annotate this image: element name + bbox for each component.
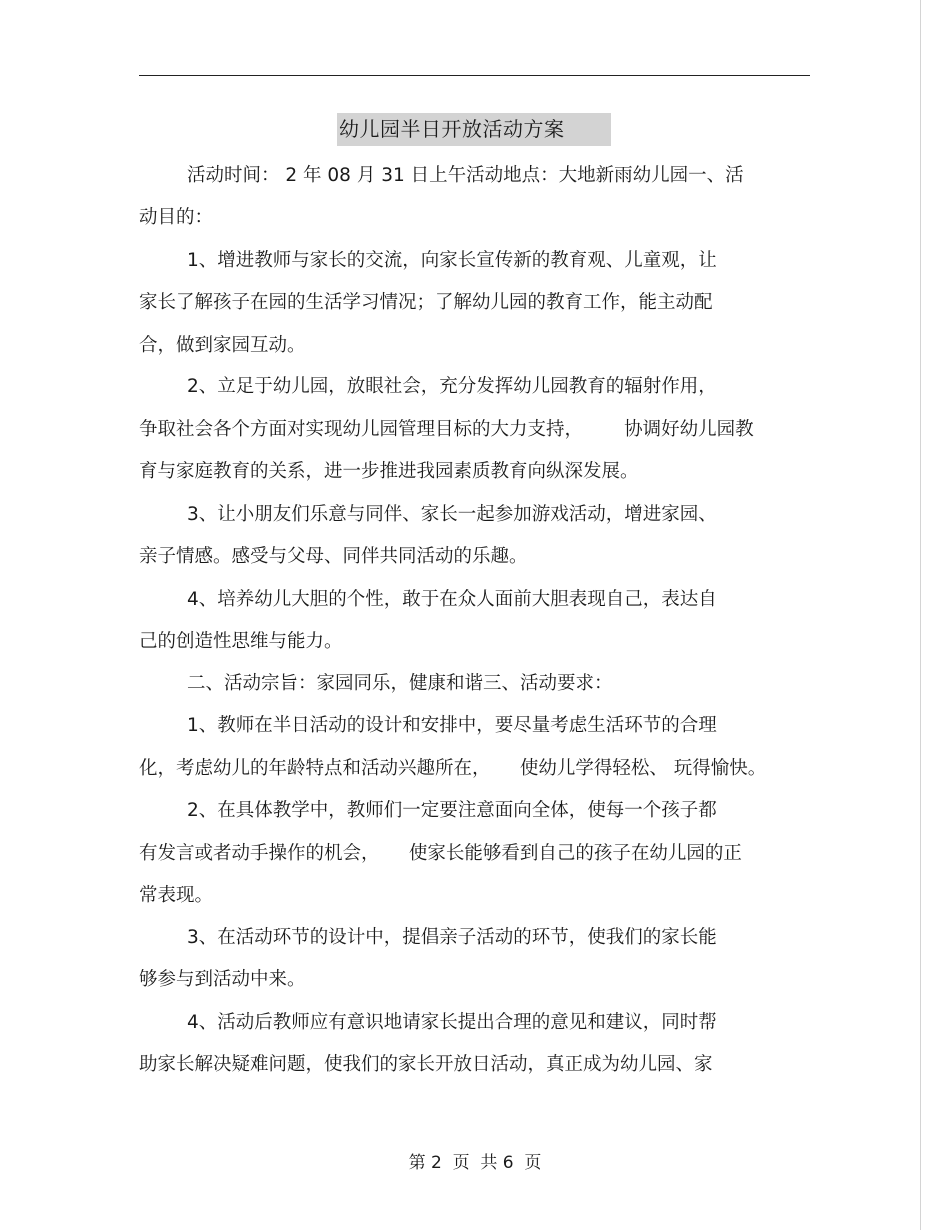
text-line-20: 够参与到活动中来。 [139,969,306,990]
text-line-4: 家长了解孩子在园的生活学习情况；了解幼儿园的教育工作，能主动配 [139,292,713,313]
text-line-18: 常表现。 [139,885,214,906]
page-number-footer: 第 2 页 共 6 页 [408,1153,542,1173]
text-line-5: 合，做到家园互动。 [139,335,306,356]
text-line-16: 2、在具体教学中，教师们一定要注意面向全体，使每一个孩子都 [187,800,717,821]
text-line-10: 亲子情感。感受与父母、同伴共同活动的乐趣。 [139,546,528,567]
text-line-19: 3、在活动环节的设计中，提倡亲子活动的环节，使我们的家长能 [187,927,717,948]
text-line-13: 二、活动宗旨：家园同乐，健康和谐三、活动要求： [187,673,613,694]
text-line-6: 2、立足于幼儿园，放眼社会，充分发挥幼儿园教育的辐射作用， [187,376,717,397]
page-edge-divider [920,0,921,1230]
text-line-3: 1、增进教师与家长的交流，向家长宣传新的教育观、儿童观，让 [187,250,717,271]
header-rule [139,75,810,76]
text-line-7: 争取社会各个方面对实现幼儿园管理目标的大力支持， 协调好幼儿园教 [139,419,754,440]
text-line-11: 4、培养幼儿大胆的个性，敢于在众人面前大胆表现自己，表达自 [187,589,717,610]
text-line-2: 动目的： [139,207,214,228]
text-line-14: 1、教师在半日活动的设计和安排中，要尽量考虑生活环节的合理 [187,715,717,736]
text-line-9: 3、让小朋友们乐意与同伴、家长一起参加游戏活动，增进家园、 [187,504,717,525]
text-line-12: 己的创造性思维与能力。 [139,631,343,652]
text-line-8: 育与家庭教育的关系，进一步推进我园素质教育向纵深发展。 [139,461,639,482]
text-line-15: 化，考虑幼儿的年龄特点和活动兴趣所在， 使幼儿学得轻松、 玩得愉快。 [139,758,767,779]
text-line-1: 活动时间： 2 年 08 月 31 日上午活动地点：大地新雨幼儿园一、活 [187,165,744,186]
text-line-22: 助家长解决疑难问题，使我们的家长开放日活动，真正成为幼儿园、家 [139,1054,713,1075]
text-line-21: 4、活动后教师应有意识地请家长提出合理的意见和建议，同时帮 [187,1012,717,1033]
document-title: 幼儿园半日开放活动方案 [337,113,611,146]
text-line-17: 有发言或者动手操作的机会， 使家长能够看到自己的孩子在幼儿园的正 [139,843,742,864]
